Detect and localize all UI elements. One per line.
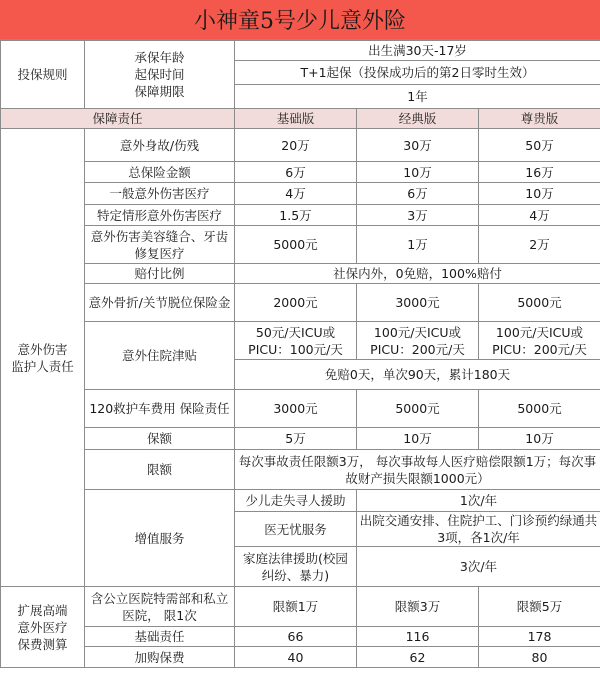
cell: 5万	[235, 428, 357, 450]
cell: 6万	[357, 183, 479, 205]
row-label-death: 意外身故/伤残	[85, 129, 235, 162]
cell: 50元/天ICU或PICU：100元/天	[235, 322, 357, 360]
cell: 50万	[479, 129, 600, 162]
cell: 66	[235, 627, 357, 647]
row-label-legal: 家庭法律援助(校园纠纷、暴力)	[235, 547, 357, 587]
cell: 1.5万	[235, 205, 357, 226]
row-label-ext-hospital: 含公立医院特需部和私立医院， 限1次	[85, 587, 235, 627]
cell: 6万	[235, 162, 357, 183]
cell: 100元/天ICU或PICU：200元/天	[479, 322, 600, 360]
row-label-lost: 少儿走失寻人援助	[235, 490, 357, 512]
cell: 10万	[479, 428, 600, 450]
rules-labels	[85, 41, 235, 109]
value-legal: 3次/年	[357, 547, 600, 587]
row-label-hospital: 意外住院津贴	[85, 322, 235, 390]
cell: 5000元	[479, 284, 600, 322]
value-term: 1年	[235, 85, 600, 109]
section-accident-text: 意外伤害 监护人责任	[11, 341, 74, 374]
header-plan-premium: 尊贵版	[479, 109, 600, 129]
cell: 20万	[235, 129, 357, 162]
row-label-ambulance: 120救护车费用 保险责任	[85, 390, 235, 428]
cell: 1万	[357, 226, 479, 264]
value-age: 出生满30天-17岁	[235, 41, 600, 61]
row-label-extra: 加购保费	[85, 647, 235, 668]
cell: 4万	[235, 183, 357, 205]
value-lost: 1次/年	[357, 490, 600, 512]
cell: 5000元	[235, 226, 357, 264]
section-extended	[1, 587, 85, 668]
value-doctor: 出院交通安排、住院护工、门诊预约绿通共3项，各1次/年	[357, 512, 600, 547]
label-term: 保障期限	[134, 84, 185, 99]
cell: 2万	[479, 226, 600, 264]
section-accident	[1, 129, 85, 587]
section-rules: 投保规则	[1, 41, 85, 109]
label-start: 起保时间	[134, 67, 185, 82]
section-extended-text: 扩展高端 意外医疗 保费测算	[17, 602, 68, 652]
row-label-limit: 限额	[85, 450, 235, 490]
cell: 62	[357, 647, 479, 668]
section-services: 增值服务	[85, 490, 235, 587]
cell: 5000元	[357, 390, 479, 428]
cell: 80	[479, 647, 600, 668]
value-hospital-note: 免赔0天，单次90天，累计180天	[235, 360, 600, 390]
cell: 30万	[357, 129, 479, 162]
row-label-doctor: 医无忧服务	[235, 512, 357, 547]
cell: 限额5万	[479, 587, 600, 627]
cell: 3万	[357, 205, 479, 226]
header-plan-classic: 经典版	[357, 109, 479, 129]
page-title: 小神童5号少儿意外险	[0, 0, 600, 40]
header-plan-basic: 基础版	[235, 109, 357, 129]
row-label-special: 特定情形意外伤害医疗	[85, 205, 235, 226]
row-label-fracture: 意外骨折/关节脱位保险金	[85, 284, 235, 322]
cell: 16万	[479, 162, 600, 183]
row-label-base: 基础责任	[85, 627, 235, 647]
cell: 116	[357, 627, 479, 647]
cell: 40	[235, 647, 357, 668]
row-label-dental: 意外伤害美容缝合、牙齿修复医疗	[85, 226, 235, 264]
header-coverage: 保障责任	[1, 109, 235, 129]
insurance-table	[0, 40, 600, 668]
cell: 限额1万	[235, 587, 357, 627]
row-label-total: 总保险金额	[85, 162, 235, 183]
cell: 10万	[357, 428, 479, 450]
cell: 10万	[357, 162, 479, 183]
cell: 100元/天ICU或PICU：200元/天	[357, 322, 479, 360]
cell: 178	[479, 627, 600, 647]
cell: 3000元	[235, 390, 357, 428]
value-ratio: 社保内外，0免赔，100%赔付	[235, 264, 600, 284]
row-label-medical: 一般意外伤害医疗	[85, 183, 235, 205]
cell: 3000元	[357, 284, 479, 322]
cell: 10万	[479, 183, 600, 205]
row-label-guardian-amount: 保额	[85, 428, 235, 450]
row-label-ratio: 赔付比例	[85, 264, 235, 284]
value-limit: 每次事故责任限额3万， 每次事故每人医疗赔偿限额1万；每次事故财产损失限额1000元）	[235, 450, 600, 490]
cell: 5000元	[479, 390, 600, 428]
cell: 限额3万	[357, 587, 479, 627]
label-age: 承保年龄	[134, 50, 185, 65]
value-start: T+1起保（投保成功后的第2日零时生效）	[235, 61, 600, 85]
cell: 4万	[479, 205, 600, 226]
cell: 2000元	[235, 284, 357, 322]
